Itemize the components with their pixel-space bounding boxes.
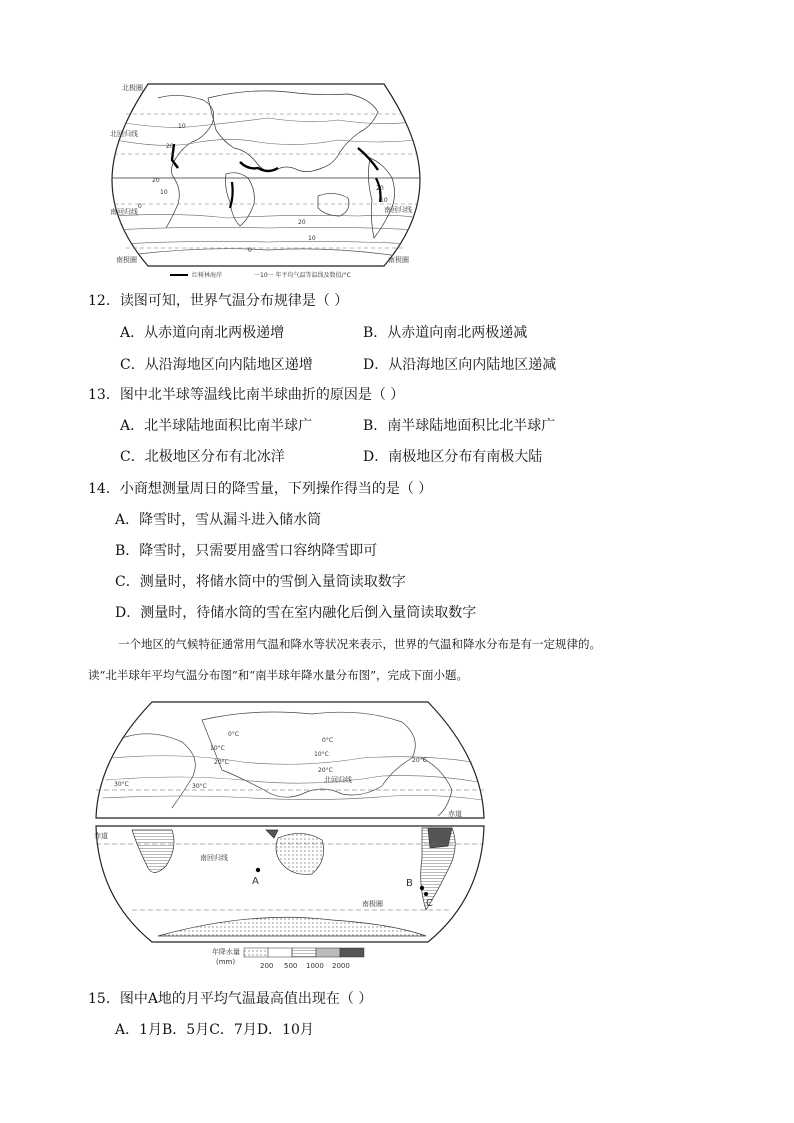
- isotherm-value: 20: [298, 219, 306, 226]
- q12-option-a: A．从赤道向南北两极递增: [120, 325, 285, 341]
- world-isotherm-map: [108, 78, 424, 280]
- isotherm-label: 20°C: [318, 767, 333, 774]
- antarctic-circle-label: 南极圈: [116, 256, 137, 264]
- isotherm-label: 30°C: [114, 781, 129, 788]
- intro-line-2: 读“北半球年平均气温分布图”和“南半球年降水量分布图”，完成下面小题。: [88, 668, 469, 682]
- q13-option-b: B．南半球陆地面积比北半球广: [363, 418, 556, 434]
- q14-option-b: B．降雪时，只需要用盛雪口容纳降雪即可: [115, 543, 378, 559]
- arctic-circle-label: 北极圈: [122, 84, 143, 92]
- legend-mangrove: 红树林海岸: [192, 272, 223, 279]
- temperature-precipitation-map: [92, 698, 488, 976]
- q12-option-c: C．从沿海地区向内陆地区递增: [120, 357, 313, 373]
- question-14-stem: 14．小商想测量周日的降雪量，下列操作得当的是（ ）: [88, 481, 433, 497]
- tropic-north-label: 北回归线: [110, 130, 138, 138]
- isotherm-value: 0: [138, 203, 142, 210]
- equator-label-right: 赤道: [448, 810, 462, 818]
- legend-tick: 200: [260, 962, 274, 970]
- isotherm-label: 20°C: [214, 759, 229, 766]
- isotherm-label: 30°C: [192, 783, 207, 790]
- question-15-stem: 15．图中A地的月平均气温最高值出现在（ ）: [88, 991, 373, 1007]
- q14-option-c: C．测量时，将储水筒中的雪倒入量筒读取数字: [115, 574, 406, 590]
- isotherm-label: 0°C: [228, 731, 240, 738]
- point-c-label: C: [426, 898, 433, 909]
- antarctic-circle-label: 南极圈: [362, 900, 383, 908]
- isotherm-value: 0: [248, 247, 252, 254]
- equator-label-left: 赤道: [94, 832, 108, 840]
- isotherm-value: 20: [166, 143, 174, 150]
- isotherm-label: 10°C: [314, 751, 329, 758]
- q14-option-a: A．降雪时，雪从漏斗进入储水筒: [115, 512, 322, 528]
- legend-tick: 500: [284, 962, 298, 970]
- question-12-stem: 12．读图可知，世界气温分布规律是（ ）: [88, 293, 349, 309]
- isotherm-value: 10: [178, 123, 186, 130]
- intro-line-1: 一个地区的气候特征通常用气温和降水等状况来表示，世界的气温和降水分布是有一定规律的。: [118, 637, 601, 651]
- tropic-south-label: 南回归线: [200, 854, 228, 862]
- isotherm-value: 10: [380, 197, 388, 204]
- isotherm-label: 10°C: [210, 745, 225, 752]
- point-a-label: A: [252, 876, 259, 887]
- legend-tick: 1000: [306, 962, 324, 970]
- antarctic-circle-label-right: 南极圈: [388, 256, 409, 264]
- q12-option-b: B．从赤道向南北两极递减: [363, 325, 528, 341]
- isotherm-label: 0°C: [322, 737, 334, 744]
- legend-unit: (mm): [216, 958, 236, 966]
- q15-options: A．1月B．5月C．7月D．10月: [115, 1022, 314, 1038]
- q13-option-a: A．北半球陆地面积比南半球广: [120, 418, 313, 434]
- isotherm-label: 20°C: [412, 757, 427, 764]
- question-13-stem: 13．图中北半球等温线比南半球曲折的原因是（ ）: [88, 387, 405, 403]
- legend-isotherm: 一10一 年平均气温等温线及数值/°C: [254, 272, 351, 279]
- tropic-south-label-right: 南回归线: [384, 206, 412, 214]
- isotherm-value: 20: [152, 177, 160, 184]
- q13-option-d: D．南极地区分布有南极大陆: [363, 449, 543, 465]
- legend-title: 年降水量: [212, 948, 240, 956]
- tropic-south-label: 南回归线: [110, 208, 138, 216]
- isotherm-value: 10: [160, 189, 168, 196]
- point-b-label: B: [406, 878, 413, 889]
- legend-tick: 2000: [332, 962, 350, 970]
- isotherm-value: 10: [308, 235, 316, 242]
- tropic-north-label: 北回归线: [324, 776, 352, 784]
- q13-option-c: C．北极地区分布有北冰洋: [120, 449, 285, 465]
- q12-option-d: D．从沿海地区向内陆地区递减: [363, 357, 557, 373]
- isotherm-value: 20: [376, 185, 384, 192]
- q14-option-d: D．测量时，待储水筒的雪在室内融化后倒入量筒读取数字: [115, 605, 477, 621]
